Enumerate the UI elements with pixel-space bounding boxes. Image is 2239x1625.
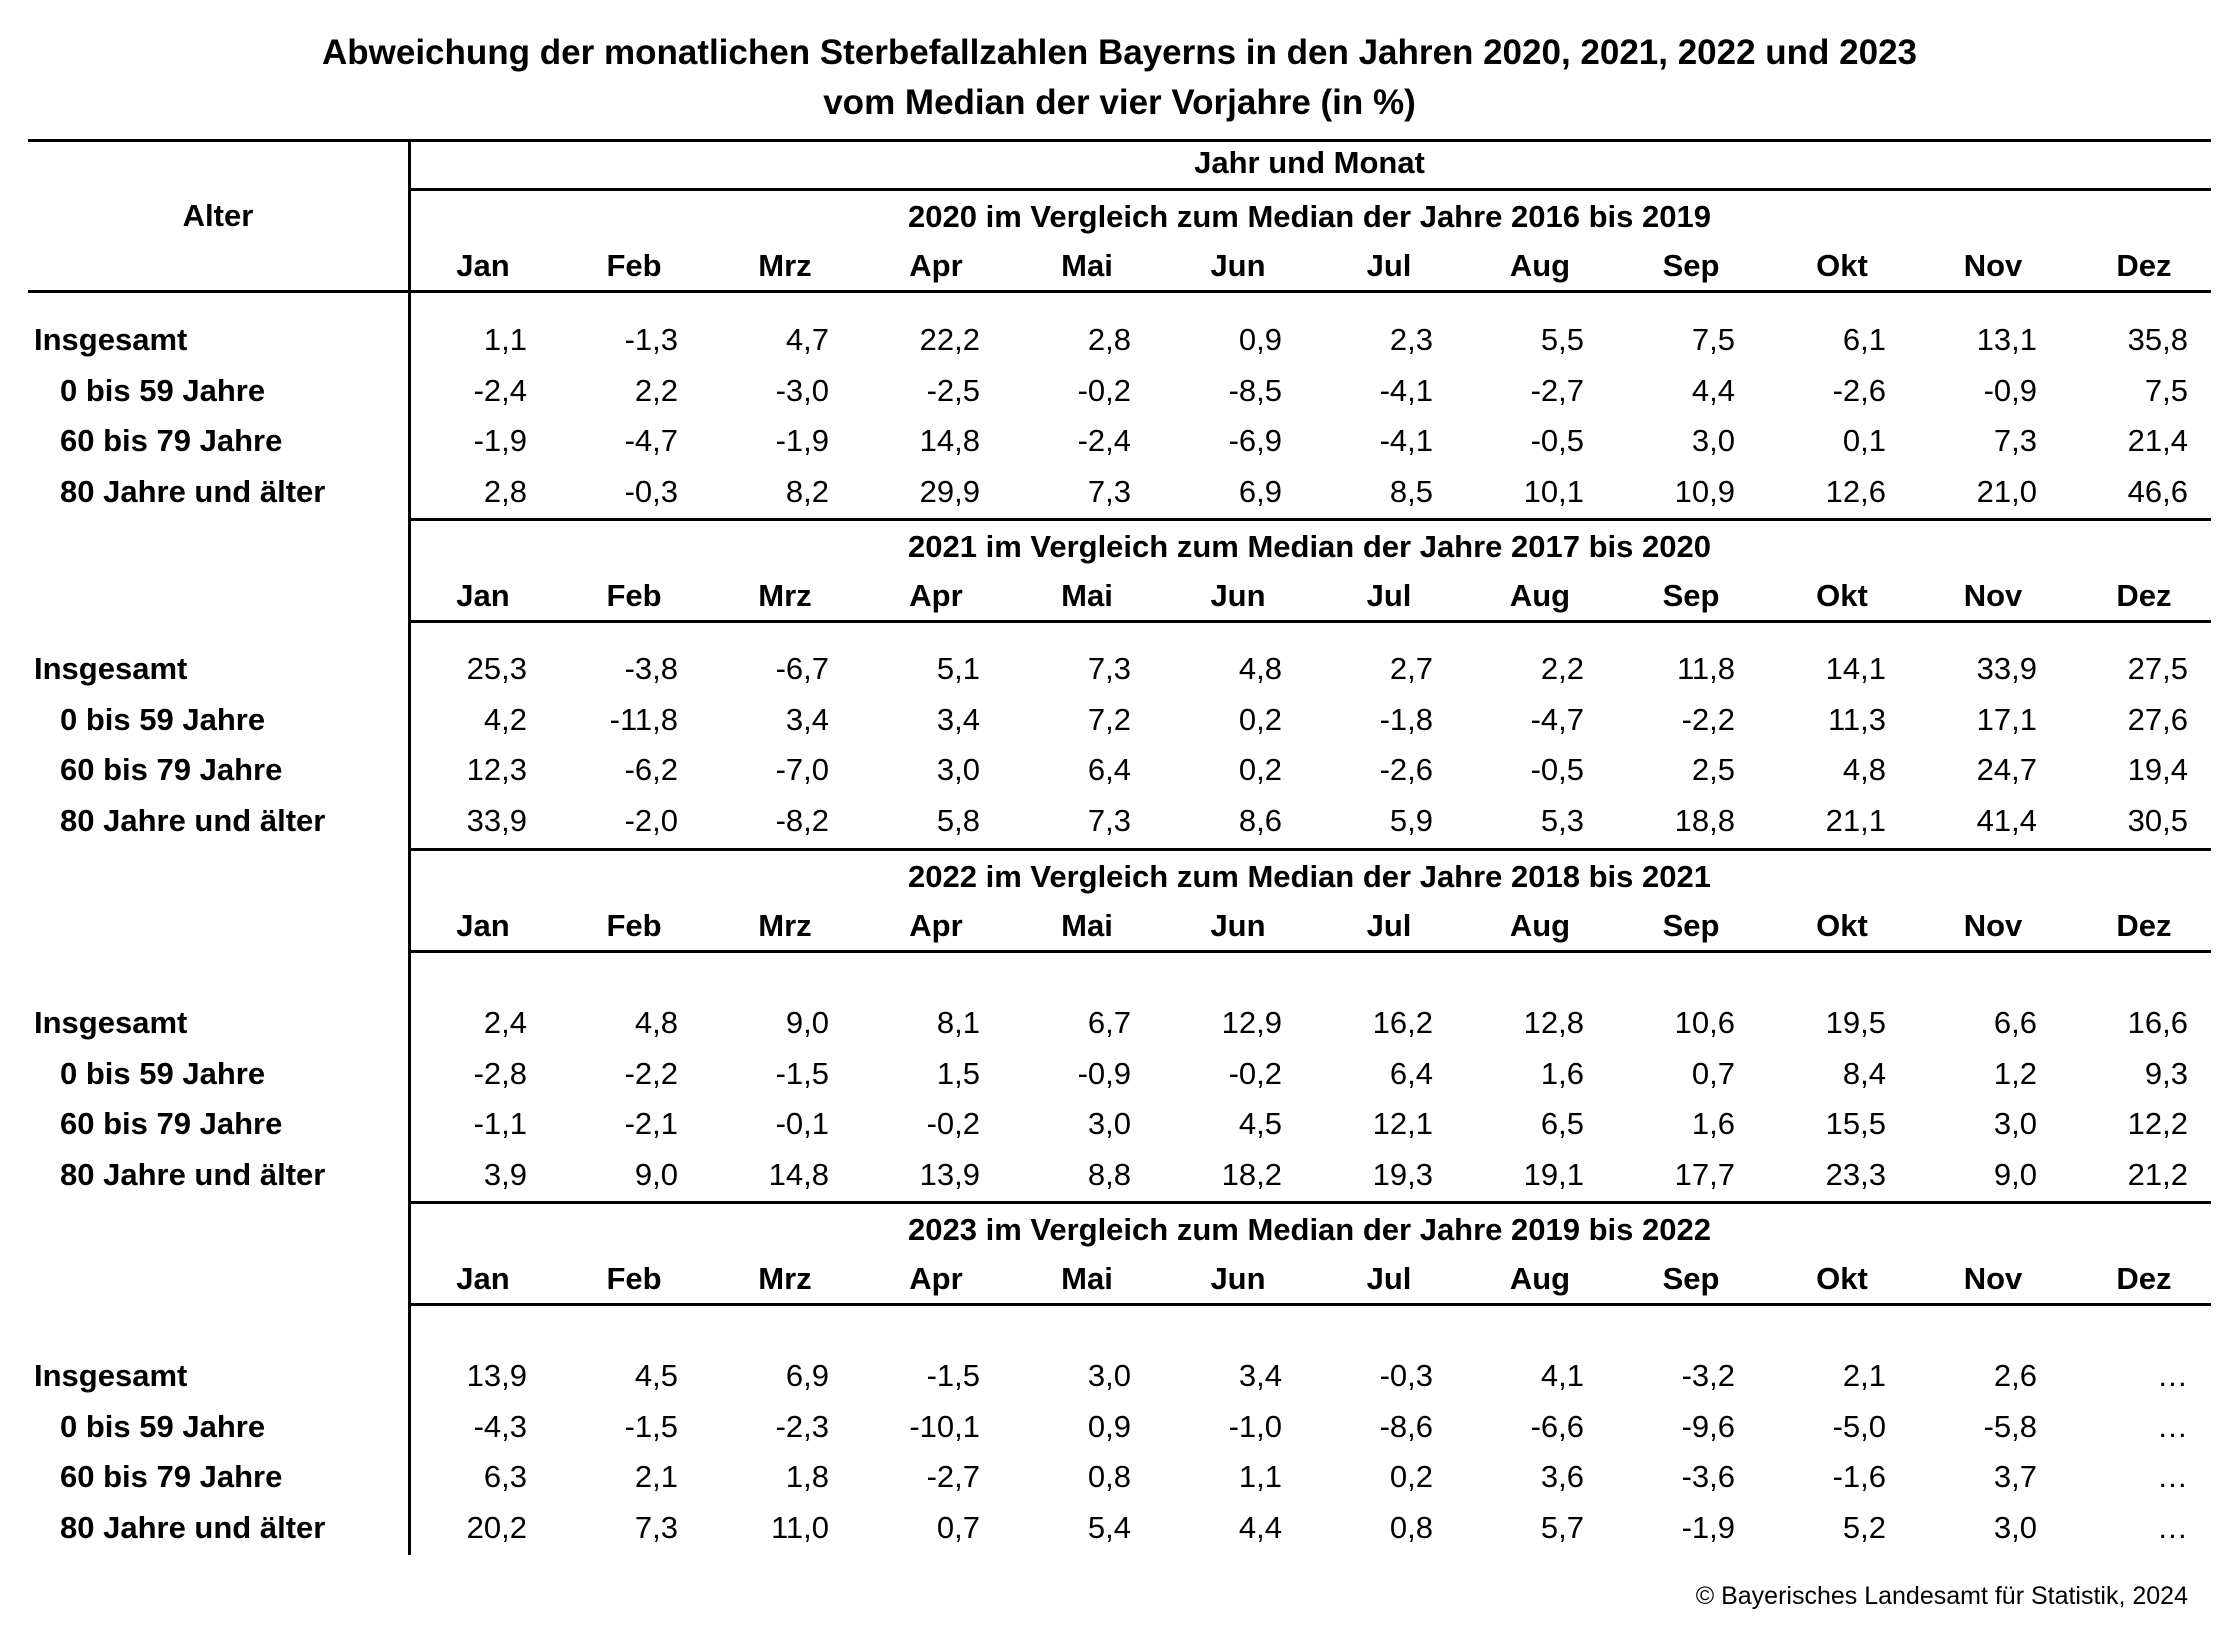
- value-cell: …: [2157, 1358, 2188, 1393]
- value-cell: 4,5: [634, 1358, 678, 1393]
- value-cell: 0,1: [1842, 423, 1886, 458]
- row-label: 60 bis 79 Jahre: [60, 1106, 283, 1141]
- value-cell: -2,1: [624, 1106, 678, 1141]
- value-cell: -6,2: [624, 752, 678, 787]
- value-cell: 30,5: [2127, 802, 2188, 838]
- value-cell: -1,5: [775, 1055, 829, 1091]
- value-cell: -1,9: [1681, 1509, 1735, 1545]
- value-cell: -2,7: [926, 1459, 980, 1494]
- row-label: Insgesamt: [34, 651, 188, 686]
- value-cell: 0,8: [1087, 1459, 1131, 1494]
- month-header: Sep: [1662, 248, 1720, 283]
- value-cell: -2,4: [473, 372, 527, 408]
- value-cell: 10,9: [1674, 473, 1735, 509]
- month-header: Jan: [456, 578, 510, 613]
- row-label: 80 Jahre und älter: [60, 473, 326, 509]
- value-cell: 2,7: [1389, 651, 1433, 686]
- value-cell: 21,1: [1825, 802, 1886, 838]
- value-cell: 0,9: [1087, 1408, 1131, 1444]
- value-cell: 22,2: [919, 322, 980, 357]
- value-cell: 5,7: [1540, 1509, 1584, 1545]
- row-label: 60 bis 79 Jahre: [60, 423, 283, 458]
- value-cell: 19,4: [2127, 752, 2188, 787]
- value-cell: 19,3: [1372, 1156, 1433, 1192]
- value-cell: 12,8: [1523, 1005, 1584, 1040]
- value-cell: 19,5: [1825, 1005, 1886, 1040]
- value-cell: -4,7: [624, 423, 678, 458]
- month-header: Jul: [1366, 578, 1412, 613]
- value-cell: -1,5: [926, 1358, 980, 1393]
- value-cell: 1,2: [1993, 1055, 2037, 1091]
- title-line-2: vom Median der vier Vorjahre (in %): [823, 83, 1416, 122]
- month-header: Nov: [1963, 1261, 2023, 1296]
- value-cell: 7,5: [1691, 322, 1735, 357]
- month-header: Apr: [909, 248, 963, 283]
- value-cell: -6,6: [1530, 1408, 1584, 1444]
- value-cell: 27,5: [2127, 651, 2188, 686]
- month-header: Mai: [1061, 578, 1113, 613]
- value-cell: 7,2: [1087, 701, 1131, 737]
- row-label: Insgesamt: [34, 1005, 188, 1040]
- row-label: 80 Jahre und älter: [60, 1509, 326, 1545]
- month-header: Jul: [1366, 908, 1412, 943]
- value-cell: 6,9: [1238, 473, 1282, 509]
- value-cell: -0,2: [926, 1106, 980, 1141]
- value-cell: 2,1: [634, 1459, 678, 1494]
- value-cell: -1,3: [624, 322, 678, 357]
- month-header: Apr: [909, 578, 963, 613]
- value-cell: 11,3: [1827, 701, 1886, 737]
- value-cell: 33,9: [1976, 651, 2037, 686]
- month-header: Dez: [2116, 1261, 2172, 1296]
- value-cell: 0,7: [936, 1509, 980, 1545]
- value-cell: 21,4: [2127, 423, 2188, 458]
- value-cell: -6,9: [1228, 423, 1282, 458]
- value-cell: 21,2: [2127, 1156, 2188, 1192]
- value-cell: 12,2: [2127, 1106, 2188, 1141]
- row-label: 0 bis 59 Jahre: [60, 701, 266, 737]
- month-header: Dez: [2116, 908, 2172, 943]
- value-cell: 3,4: [785, 701, 829, 737]
- value-cell: -4,7: [1530, 701, 1584, 737]
- month-header-rule: [408, 1303, 2211, 1306]
- month-header: Mrz: [758, 248, 812, 283]
- value-cell: 27,6: [2127, 701, 2188, 737]
- value-cell: 4,1: [1540, 1358, 1584, 1393]
- value-cell: 17,1: [1976, 701, 2037, 737]
- value-cell: 6,4: [1087, 752, 1131, 787]
- section-separator: [408, 518, 2211, 521]
- value-cell: 33,9: [466, 802, 527, 838]
- value-cell: 1,5: [936, 1055, 980, 1091]
- value-cell: 5,4: [1087, 1509, 1131, 1545]
- value-cell: 3,4: [936, 701, 980, 737]
- month-header: Jul: [1366, 1261, 1412, 1296]
- value-cell: 3,4: [1238, 1358, 1282, 1393]
- value-cell: 7,3: [1087, 473, 1131, 509]
- table-top-rule: [28, 139, 2211, 142]
- value-cell: 3,6: [1540, 1459, 1584, 1494]
- month-header: Feb: [606, 578, 662, 613]
- value-cell: 6,4: [1389, 1055, 1433, 1091]
- section-separator: [408, 848, 2211, 851]
- row-label: 80 Jahre und älter: [60, 1156, 326, 1192]
- value-cell: 11,8: [1676, 651, 1735, 686]
- value-cell: 2,5: [1691, 752, 1735, 787]
- month-header: Jul: [1366, 248, 1412, 283]
- value-cell: 35,8: [2127, 322, 2188, 357]
- value-cell: -1,5: [624, 1408, 678, 1444]
- value-cell: 8,2: [785, 473, 829, 509]
- value-cell: 29,9: [919, 473, 980, 509]
- value-cell: 9,3: [2144, 1055, 2188, 1091]
- alter-header: Alter: [182, 198, 254, 233]
- section-heading: 2021 im Vergleich zum Median der Jahre 2017 bis 2020: [908, 529, 1711, 564]
- month-header: Feb: [606, 248, 662, 283]
- value-cell: -4,1: [1379, 423, 1433, 458]
- value-cell: 0,8: [1389, 1509, 1433, 1545]
- month-header: Sep: [1662, 1261, 1720, 1296]
- value-cell: 4,2: [483, 701, 527, 737]
- month-header-rule: [408, 950, 2211, 953]
- value-cell: 17,7: [1674, 1156, 1735, 1192]
- month-header: Jan: [456, 1261, 510, 1296]
- value-cell: 41,4: [1976, 802, 2037, 838]
- month-header: Mai: [1061, 908, 1113, 943]
- value-cell: -2,6: [1379, 752, 1433, 787]
- value-cell: -0,5: [1530, 423, 1584, 458]
- value-cell: 3,0: [1087, 1358, 1131, 1393]
- value-cell: -0,9: [1077, 1055, 1131, 1091]
- value-cell: -1,0: [1228, 1408, 1282, 1444]
- month-header: Apr: [909, 908, 963, 943]
- row-label: 60 bis 79 Jahre: [60, 1459, 283, 1494]
- value-cell: 4,5: [1238, 1106, 1282, 1141]
- value-cell: 12,9: [1221, 1005, 1282, 1040]
- row-label: 0 bis 59 Jahre: [60, 372, 266, 408]
- header-bottom-rule: [28, 290, 2211, 293]
- value-cell: -3,0: [775, 372, 829, 408]
- value-cell: -8,6: [1379, 1408, 1433, 1444]
- value-cell: 4,7: [785, 322, 829, 357]
- value-cell: -4,3: [473, 1408, 527, 1444]
- section-separator: [408, 1201, 2211, 1204]
- value-cell: 3,0: [936, 752, 980, 787]
- month-header: Mrz: [758, 908, 812, 943]
- value-cell: 1,8: [785, 1459, 829, 1494]
- value-cell: 5,3: [1540, 802, 1584, 838]
- value-cell: …: [2157, 1459, 2188, 1494]
- value-cell: -2,8: [473, 1055, 527, 1091]
- value-cell: 7,3: [1087, 802, 1131, 838]
- row-label: Insgesamt: [34, 322, 188, 357]
- value-cell: 6,5: [1540, 1106, 1584, 1141]
- value-cell: 0,9: [1238, 322, 1282, 357]
- value-cell: 12,1: [1372, 1106, 1433, 1141]
- value-cell: 6,7: [1087, 1005, 1131, 1040]
- value-cell: 18,2: [1221, 1156, 1282, 1192]
- value-cell: 13,1: [1976, 322, 2037, 357]
- value-cell: 13,9: [919, 1156, 980, 1192]
- month-header: Aug: [1509, 908, 1571, 943]
- value-cell: 4,8: [1842, 752, 1886, 787]
- value-cell: 9,0: [785, 1005, 829, 1040]
- value-cell: 14,1: [1825, 651, 1886, 686]
- value-cell: …: [2157, 1408, 2188, 1444]
- value-cell: 1,6: [1691, 1106, 1735, 1141]
- value-cell: 2,4: [483, 1005, 527, 1040]
- month-header: Feb: [606, 908, 662, 943]
- value-cell: -1,9: [775, 423, 829, 458]
- value-cell: 0,2: [1389, 1459, 1433, 1494]
- row-label: 60 bis 79 Jahre: [60, 752, 283, 787]
- value-cell: -1,1: [473, 1106, 527, 1141]
- value-cell: 15,5: [1825, 1106, 1886, 1141]
- value-cell: -3,8: [624, 651, 678, 686]
- value-cell: 4,4: [1691, 372, 1735, 408]
- month-header: Sep: [1662, 578, 1720, 613]
- value-cell: 20,2: [466, 1509, 527, 1545]
- value-cell: 3,9: [483, 1156, 527, 1192]
- value-cell: -0,2: [1228, 1055, 1282, 1091]
- value-cell: 14,8: [768, 1156, 829, 1192]
- value-cell: -8,5: [1228, 372, 1282, 408]
- month-header: Jun: [1210, 248, 1266, 283]
- value-cell: 9,0: [634, 1156, 678, 1192]
- value-cell: -0,2: [1077, 372, 1131, 408]
- value-cell: 8,8: [1087, 1156, 1131, 1192]
- jahr-und-monat-header: Jahr und Monat: [1194, 145, 1425, 180]
- value-cell: 3,7: [1993, 1459, 2037, 1494]
- value-cell: 7,5: [2144, 372, 2188, 408]
- value-cell: 8,4: [1842, 1055, 1886, 1091]
- month-header: Sep: [1662, 908, 1720, 943]
- month-header: Okt: [1816, 1261, 1868, 1296]
- value-cell: 8,5: [1389, 473, 1433, 509]
- value-cell: 24,7: [1976, 752, 2037, 787]
- value-cell: -0,5: [1530, 752, 1584, 787]
- month-header: Jan: [456, 248, 510, 283]
- value-cell: 1,1: [1238, 1459, 1282, 1494]
- section-heading: 2023 im Vergleich zum Median der Jahre 2019 bis 2022: [908, 1212, 1711, 1247]
- row-label: Insgesamt: [34, 1358, 188, 1393]
- section-heading: 2022 im Vergleich zum Median der Jahre 2018 bis 2021: [908, 859, 1711, 894]
- value-cell: -1,8: [1379, 701, 1433, 737]
- value-cell: 3,0: [1087, 1106, 1131, 1141]
- value-cell: 8,6: [1238, 802, 1282, 838]
- month-header: Okt: [1816, 908, 1868, 943]
- value-cell: -2,6: [1832, 372, 1886, 408]
- value-cell: 2,8: [483, 473, 527, 509]
- value-cell: 2,2: [634, 372, 678, 408]
- value-cell: 7,3: [634, 1509, 678, 1545]
- value-cell: -2,2: [1681, 701, 1735, 737]
- value-cell: 6,3: [483, 1459, 527, 1494]
- month-header: Okt: [1816, 578, 1868, 613]
- value-cell: 23,3: [1825, 1156, 1886, 1192]
- month-header: Mai: [1061, 248, 1113, 283]
- value-cell: 9,0: [1993, 1156, 2037, 1192]
- month-header: Aug: [1509, 578, 1571, 613]
- value-cell: -5,8: [1983, 1408, 2037, 1444]
- value-cell: -6,7: [775, 651, 829, 686]
- value-cell: 12,3: [466, 752, 527, 787]
- value-cell: -5,0: [1832, 1408, 1886, 1444]
- month-header: Dez: [2116, 248, 2172, 283]
- value-cell: 6,9: [785, 1358, 829, 1393]
- month-header: Jun: [1210, 578, 1266, 613]
- value-cell: 19,1: [1523, 1156, 1584, 1192]
- value-cell: -2,0: [624, 802, 678, 838]
- value-cell: -11,8: [609, 701, 678, 737]
- month-header: Mrz: [758, 578, 812, 613]
- value-cell: 2,3: [1389, 322, 1433, 357]
- value-cell: 7,3: [1993, 423, 2037, 458]
- value-cell: 5,1: [936, 651, 980, 686]
- month-header: Nov: [1963, 908, 2023, 943]
- value-cell: 0,7: [1691, 1055, 1735, 1091]
- value-cell: 10,1: [1523, 473, 1584, 509]
- month-header: Jun: [1210, 908, 1266, 943]
- value-cell: -4,1: [1379, 372, 1433, 408]
- month-header: Dez: [2116, 578, 2172, 613]
- value-cell: -0,3: [1379, 1358, 1433, 1393]
- value-cell: 2,1: [1842, 1358, 1886, 1393]
- value-cell: -2,3: [775, 1408, 829, 1444]
- value-cell: 10,6: [1674, 1005, 1735, 1040]
- value-cell: 1,1: [483, 322, 527, 357]
- value-cell: 25,3: [466, 651, 527, 686]
- value-cell: 14,8: [919, 423, 980, 458]
- value-cell: 1,6: [1540, 1055, 1584, 1091]
- month-header: Jun: [1210, 1261, 1266, 1296]
- value-cell: 4,8: [634, 1005, 678, 1040]
- value-cell: 11,0: [770, 1509, 829, 1545]
- value-cell: -2,5: [926, 372, 980, 408]
- value-cell: 8,1: [936, 1005, 980, 1040]
- copyright-footer: © Bayerisches Landesamt für Statistik, 2024: [1695, 1582, 2188, 1610]
- table-title: [0, 28, 2239, 128]
- month-header: Aug: [1509, 1261, 1571, 1296]
- value-cell: 3,0: [1691, 423, 1735, 458]
- title-line-1: Abweichung der monatlichen Sterbefallzahlen Bayerns in den Jahren 2020, 2021, 2022 und 2023: [321, 33, 1918, 72]
- value-cell: -2,2: [624, 1055, 678, 1091]
- value-cell: -3,2: [1681, 1358, 1735, 1393]
- value-cell: 3,0: [1993, 1509, 2037, 1545]
- value-cell: -0,3: [624, 473, 678, 509]
- row-label: 0 bis 59 Jahre: [60, 1408, 266, 1444]
- value-cell: 21,0: [1976, 473, 2037, 509]
- value-cell: -2,7: [1530, 372, 1584, 408]
- section-heading: 2020 im Vergleich zum Median der Jahre 2016 bis 2019: [908, 199, 1711, 234]
- value-cell: 18,8: [1674, 802, 1735, 838]
- value-cell: -0,1: [775, 1106, 829, 1141]
- value-cell: 46,6: [2127, 473, 2188, 509]
- month-header: Apr: [909, 1261, 963, 1296]
- value-cell: 0,2: [1238, 752, 1282, 787]
- value-cell: -1,6: [1832, 1459, 1886, 1494]
- value-cell: 16,2: [1372, 1005, 1433, 1040]
- value-cell: 16,6: [2127, 1005, 2188, 1040]
- row-label: 80 Jahre und älter: [60, 802, 326, 838]
- value-cell: -1,9: [473, 423, 527, 458]
- month-header: Aug: [1509, 248, 1571, 283]
- value-cell: 5,2: [1842, 1509, 1886, 1545]
- value-cell: 4,8: [1238, 651, 1282, 686]
- month-header: Okt: [1816, 248, 1868, 283]
- value-cell: 2,2: [1540, 651, 1584, 686]
- value-cell: 0,2: [1238, 701, 1282, 737]
- row-label: 0 bis 59 Jahre: [60, 1055, 266, 1091]
- value-cell: -2,4: [1077, 423, 1131, 458]
- value-cell: 5,8: [936, 802, 980, 838]
- value-cell: 12,6: [1825, 473, 1886, 509]
- value-cell: -8,2: [775, 802, 829, 838]
- value-cell: -0,9: [1983, 372, 2037, 408]
- month-header: Jan: [456, 908, 510, 943]
- month-header: Feb: [606, 1261, 662, 1296]
- value-cell: 5,5: [1540, 322, 1584, 357]
- value-cell: -7,0: [775, 752, 829, 787]
- value-cell: 7,3: [1087, 651, 1131, 686]
- value-cell: 6,6: [1993, 1005, 2037, 1040]
- value-cell: 2,6: [1993, 1358, 2037, 1393]
- header-rule: [408, 188, 2211, 191]
- value-cell: 3,0: [1993, 1106, 2037, 1141]
- month-header: Nov: [1963, 248, 2023, 283]
- value-cell: 2,8: [1087, 322, 1131, 357]
- value-cell: …: [2157, 1509, 2188, 1545]
- month-header-rule: [408, 620, 2211, 623]
- value-cell: 6,1: [1842, 322, 1886, 357]
- month-header: Mai: [1061, 1261, 1113, 1296]
- value-cell: 4,4: [1238, 1509, 1282, 1545]
- value-cell: -10,1: [909, 1408, 980, 1444]
- value-cell: 13,9: [466, 1358, 527, 1393]
- month-header: Mrz: [758, 1261, 812, 1296]
- value-cell: -9,6: [1681, 1408, 1735, 1444]
- month-header: Nov: [1963, 578, 2023, 613]
- value-cell: -3,6: [1681, 1459, 1735, 1494]
- value-cell: 5,9: [1389, 802, 1433, 838]
